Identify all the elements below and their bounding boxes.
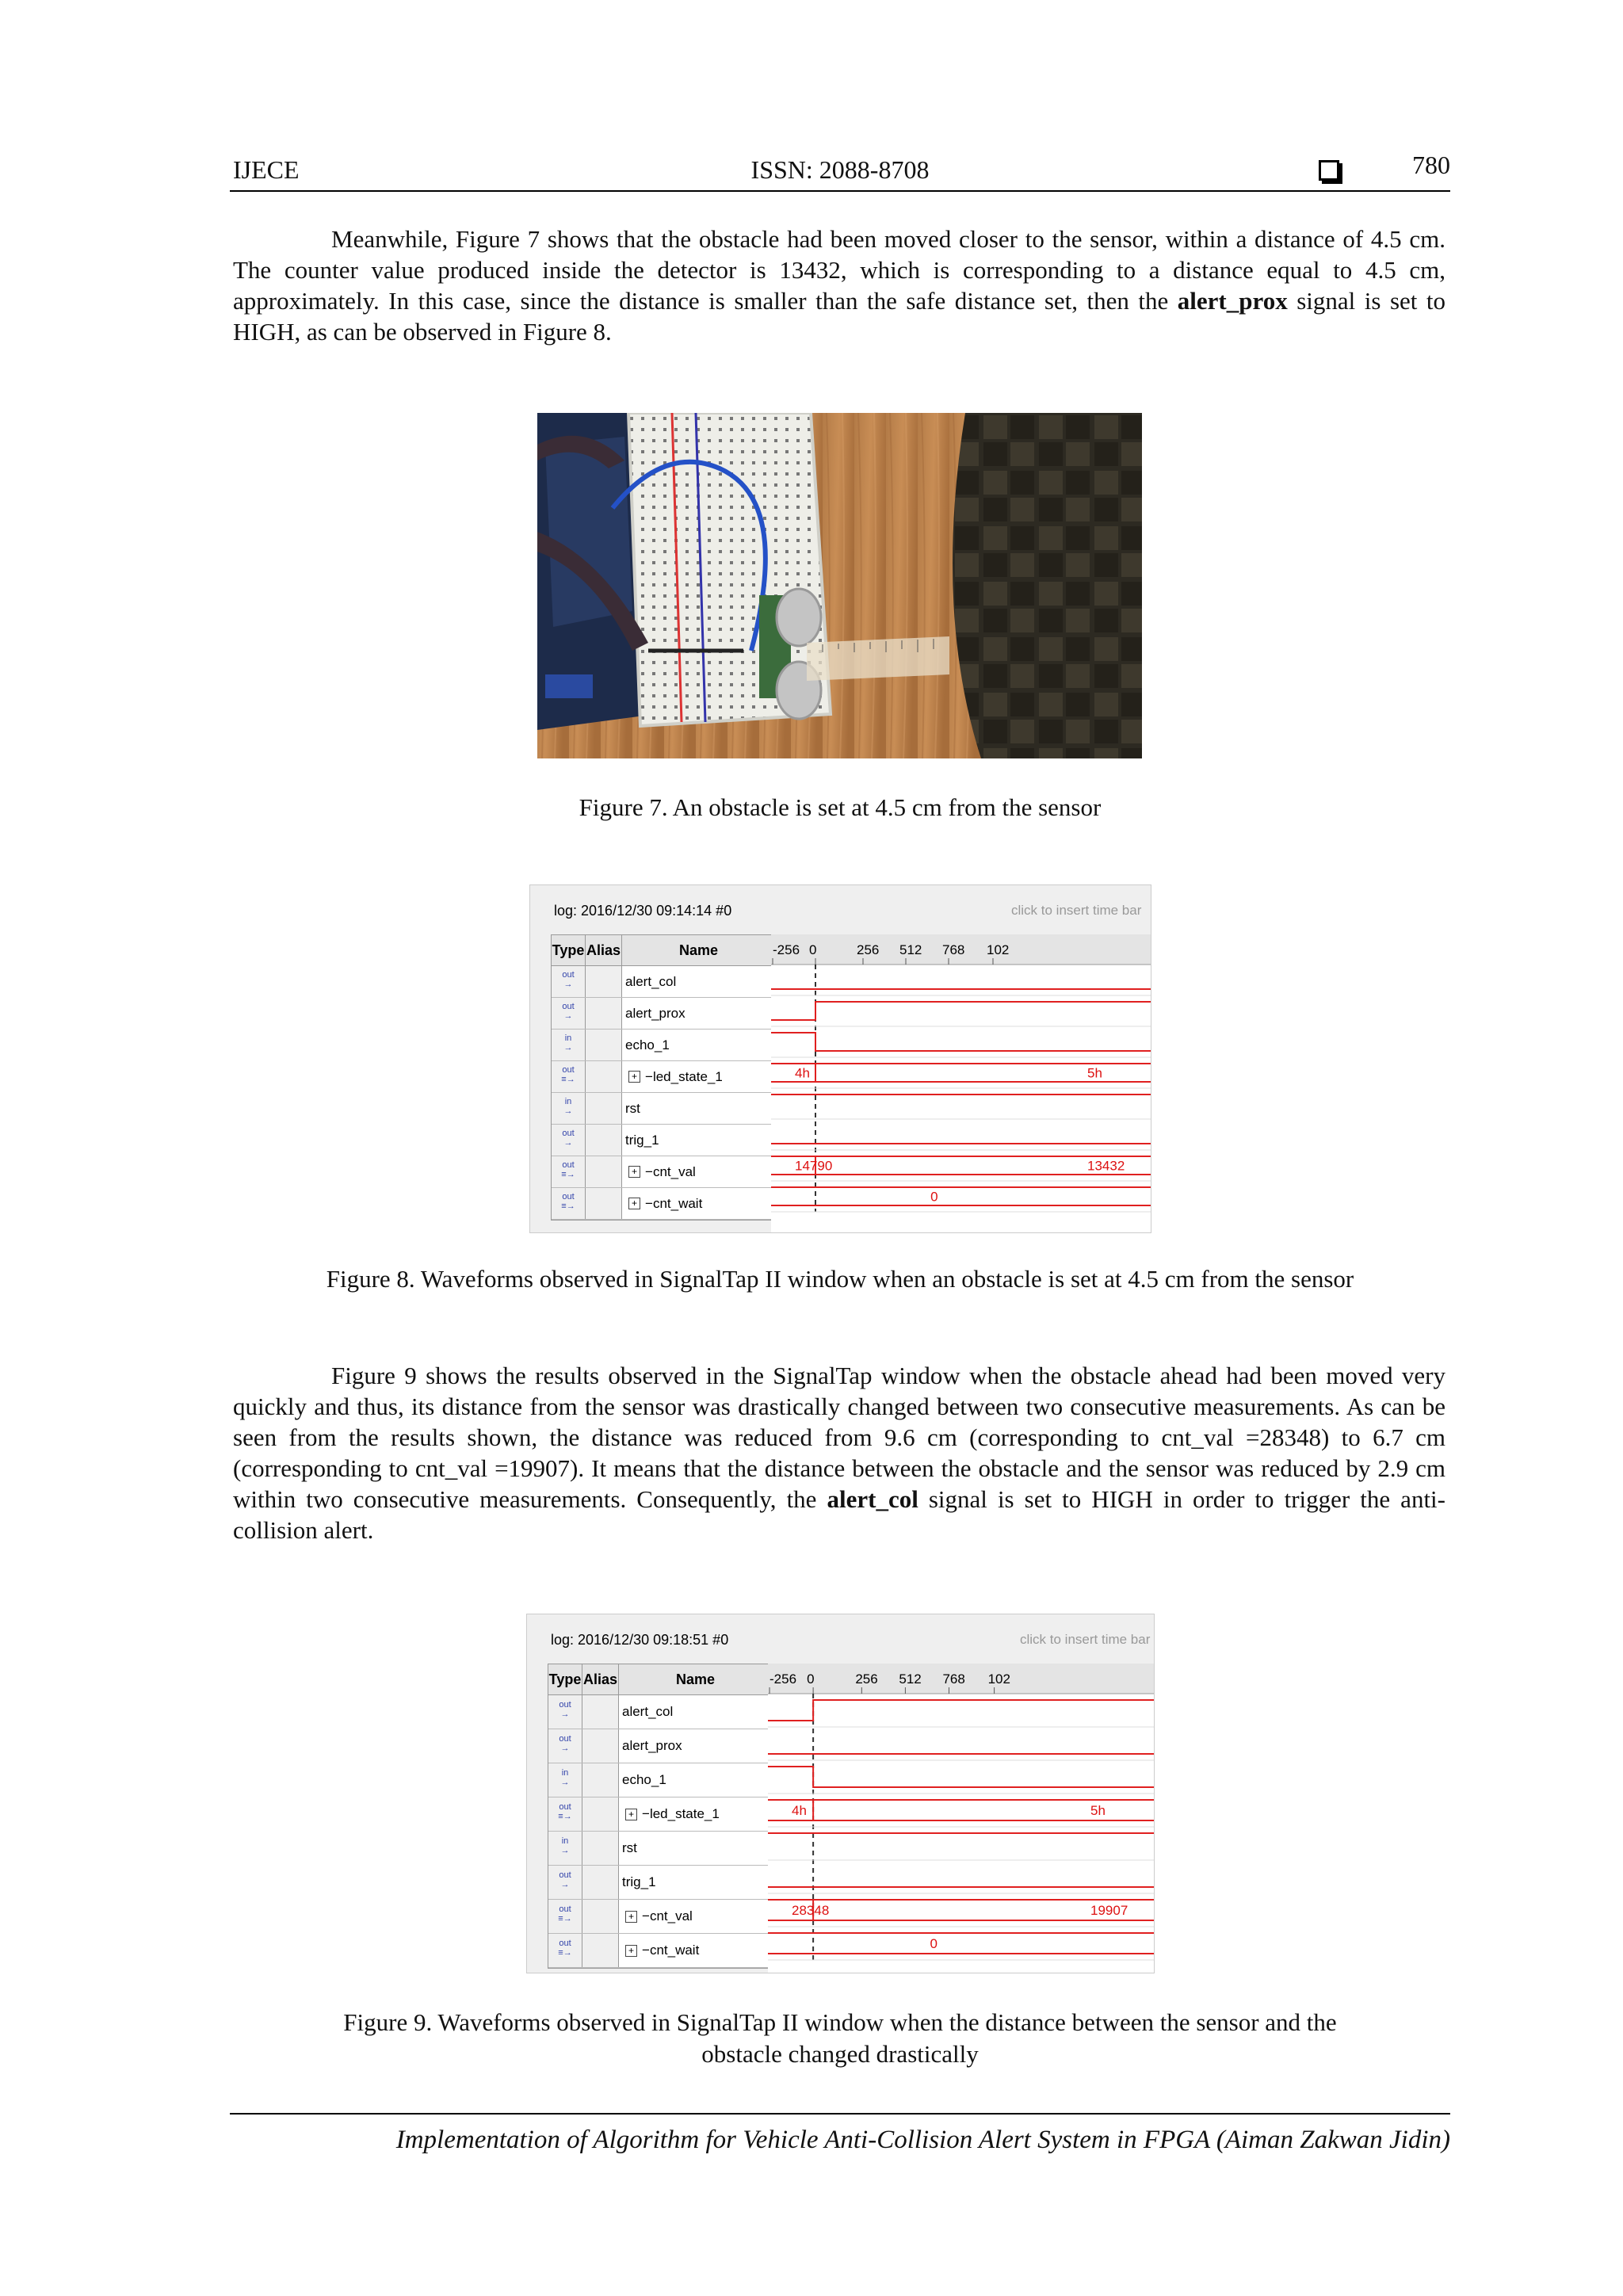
alias-cell [582,1832,619,1865]
pin-type-text: out [559,1700,571,1710]
signal-name-cell[interactable] [619,1729,769,1763]
signal-name-cell[interactable] [622,1125,773,1156]
signal-row[interactable] [548,1900,769,1934]
bus-value-after: 5h [1090,1803,1106,1818]
alias-cell [582,1763,619,1797]
tree-connector: − [645,1163,653,1179]
alert-col-term: alert_col [827,1485,918,1513]
alias-cell [586,966,622,997]
bus-value-before: 14790 [795,1158,833,1174]
alias-cell [582,1797,619,1831]
header-name[interactable]: Name [622,935,773,965]
insert-time-bar-hint[interactable]: click to insert time bar [1020,1632,1151,1647]
output-pin-icon [552,1125,586,1156]
alias-cell [586,1061,622,1092]
pin-type-label: out ≡→ [561,1191,575,1211]
waveform-panel[interactable] [768,1664,1154,1973]
signal-rows [552,966,773,1220]
expand-bus-icon[interactable]: + [625,1809,637,1820]
expand-bus-icon[interactable]: + [628,1166,640,1178]
scale-tick-label: 0 [807,1671,815,1687]
signal-row[interactable] [548,1695,769,1729]
signal-name-cell[interactable] [622,1188,773,1219]
scale-tick-label: -256 [773,942,800,957]
signal-row[interactable] [552,1030,773,1061]
signal-grid [551,934,773,1221]
output-pin-icon [548,1900,582,1933]
page-footer: Implementation of Algorithm for Vehicle Anti-Collision Alert System in FPGA (Aiman Zakwan Jidin) [230,2113,1450,2155]
insert-time-bar-hint[interactable]: click to insert time bar [1011,903,1142,918]
signal-row[interactable] [552,1156,773,1188]
signal-name: cnt_wait [652,1195,703,1211]
pin-type-text: out [559,1734,571,1744]
alias-cell [586,1125,622,1156]
output-pin-icon [552,998,586,1029]
paragraph-1: Meanwhile, Figure 7 shows that the obstacle had been moved closer to the sensor, within a distance of 4.5 cm. The counter value produced inside the detector is 13432, which is corresponding to a distance equal to 4.5 cm, approximately. In this case, since the distance is smaller than the safe distance set, then the alert_prox signal is set to HIGH, as can be observed in Figure 8. [233,225,1445,346]
alias-cell [582,1866,619,1899]
scale-tick-label: 512 [899,1671,922,1687]
pin-type-text: in [561,1836,569,1846]
signal-name: cnt_val [649,1908,693,1924]
alias-cell [586,998,622,1029]
signal-name: trig_1 [625,1132,659,1148]
figure-9-caption-line-2: obstacle changed drastically [701,2040,979,2068]
signal-name: cnt_wait [649,1943,700,1958]
signal-rows [548,1695,769,1968]
signal-name-cell[interactable] [619,1763,769,1797]
bus-value-after: 0 [930,1936,938,1951]
pin-type-label: out ≡→ [558,1939,572,1958]
pin-type-text: out [562,1001,575,1011]
scale-tick-label: 768 [942,942,965,957]
issn: ISSN: 2088-8708 [750,155,930,184]
pin-type-text: out [559,1939,571,1948]
tree-connector: − [642,1943,650,1958]
signal-waveform [771,1033,1151,1051]
figure-8-caption: Figure 8. Waveforms observed in SignalTap II window when an obstacle is set at 4.5 cm from the sensor [326,1265,1354,1293]
signal-row[interactable] [548,1934,769,1968]
output-pin-icon [552,1061,586,1092]
pin-type-text: out [562,969,575,980]
signal-grid [548,1664,770,1969]
alias-cell [582,1934,619,1967]
pin-type-label: out ≡→ [558,1802,572,1821]
tree-connector: − [642,1908,650,1924]
log-label: log: 2016/12/30 09:18:51 #0 [551,1632,729,1648]
alias-cell [582,1900,619,1933]
output-pin-icon [548,1934,582,1967]
figure-7-caption: Figure 7. An obstacle is set at 4.5 cm from the sensor [579,793,1102,821]
scale-tick-label: 256 [855,1671,878,1687]
paragraph-2: Figure 9 shows the results observed in the SignalTap window when the obstacle ahead had been moved very quickly and thus, its distance from the sensor was drastically changed between two consecutive measurements. As can be seen from the results shown, the distance was reduced from 9.6 cm (corresponding to cnt_val =28348) to 6.7 cm (corresponding to cnt_val =19907). It means that the distance between the obstacle and the sensor was reduced by 2.9 cm within two consecutive measurements. Consequently, the alert_col signal is set to HIGH in order to trigger the anti-collision alert. [233,1362,1445,1544]
scale-tick-label: 768 [942,1671,965,1687]
signal-name: alert_prox [622,1738,682,1753]
signal-name-cell[interactable] [619,1866,769,1899]
signal-row[interactable] [552,966,773,998]
pin-type-label: out ≡→ [561,1159,575,1179]
signal-name-cell[interactable] [622,966,773,997]
bus-value-after: 5h [1087,1065,1102,1081]
signal-waveform [768,1700,1154,1721]
pin-type-label: out ≡→ [561,1064,575,1084]
header-alias[interactable]: Alias [586,935,622,965]
signal-name-cell[interactable] [622,1093,773,1124]
output-pin-icon [548,1866,582,1899]
input-pin-icon [552,1030,586,1060]
bus-value-after: 13432 [1087,1158,1125,1174]
signal-name-cell[interactable] [622,1156,773,1187]
pin-type-text: in [564,1033,572,1043]
alias-cell [586,1030,622,1060]
signal-name-cell[interactable] [622,1061,773,1092]
signal-name-cell[interactable] [619,1797,769,1831]
signal-waveform [771,1002,1151,1020]
signal-row[interactable] [552,1125,773,1156]
pin-type-text: out [562,1159,575,1170]
figure-7-photo [537,413,1142,758]
bus-value-after: 0 [930,1189,938,1205]
input-pin-icon [552,1093,586,1124]
tree-connector: − [645,1068,653,1084]
output-pin-icon [552,966,586,997]
signal-name: rst [622,1840,637,1855]
input-pin-icon [548,1832,582,1865]
scale-tick-label: 0 [809,942,817,957]
waveform-panel[interactable] [771,934,1151,1232]
signal-name: alert_prox [625,1005,685,1021]
bus-value-before: 4h [792,1803,807,1818]
pin-type-text: in [561,1768,569,1778]
pin-type-label: out → [559,1700,571,1719]
signal-row[interactable] [548,1866,769,1900]
pin-type-label: out ≡→ [558,1904,572,1924]
pin-type-text: out [562,1128,575,1138]
signal-name: rst [625,1100,640,1116]
alias-cell [586,1156,622,1187]
input-pin-icon [548,1763,582,1797]
scale-tick-label: 256 [857,942,880,957]
signal-row[interactable] [548,1763,769,1797]
signal-name-cell[interactable] [619,1832,769,1865]
page-header [230,152,1450,192]
signal-row[interactable] [548,1797,769,1832]
signal-name: echo_1 [625,1037,670,1052]
pin-type-label: out → [559,1734,571,1753]
signal-row[interactable] [552,1093,773,1125]
alert-prox-term: alert_prox [1177,287,1288,315]
signal-name: echo_1 [622,1772,666,1787]
pin-type-label: in → [563,1096,573,1116]
signal-waveform [768,1767,1154,1787]
signal-row[interactable] [548,1729,769,1763]
signal-name-cell[interactable] [619,1934,769,1967]
expand-bus-icon[interactable]: + [625,1911,637,1923]
scale-tick-label: 512 [899,942,922,957]
alias-cell [586,1093,622,1124]
figure-9-signaltap-window [526,1614,1155,1973]
signal-name: trig_1 [622,1874,656,1889]
pin-type-label: out → [559,1870,571,1889]
signal-row[interactable] [548,1832,769,1866]
expand-bus-icon[interactable]: + [628,1198,640,1209]
output-pin-icon [548,1729,582,1763]
output-pin-icon [552,1188,586,1219]
bus-value-before: 4h [795,1065,810,1081]
checkbox-square-icon [1319,160,1339,181]
alias-cell [582,1695,619,1729]
signal-name-cell[interactable] [619,1695,769,1729]
grid-header [548,1664,769,1695]
header-type[interactable]: Type [552,935,586,965]
signal-name: led_state_1 [649,1806,720,1821]
pin-type-label: out → [562,969,575,989]
scale-tick-label: 102 [987,1671,1010,1687]
figure-9-caption-line-1: Figure 9. Waveforms observed in SignalTap II window when the distance between the sensor and the [343,2008,1337,2036]
output-pin-icon [548,1797,582,1831]
pin-type-label: out → [562,1001,575,1021]
tree-connector: − [642,1806,650,1821]
signal-name: alert_col [622,1704,674,1719]
journal-name: IJECE [233,155,300,184]
signal-name: cnt_val [652,1163,696,1179]
scale-tick-label: 102 [987,942,1010,957]
pin-type-label: out → [562,1128,575,1148]
pin-type-text: in [564,1096,572,1106]
pin-type-text: out [559,1802,571,1812]
alias-cell [582,1729,619,1763]
header-name[interactable]: Name [619,1664,769,1694]
pin-type-label: in → [560,1768,570,1787]
pin-type-label: in → [563,1033,573,1052]
pin-type-text: out [562,1064,575,1075]
signal-name-cell[interactable] [622,998,773,1029]
pin-type-label: in → [560,1836,570,1855]
signal-row[interactable] [552,998,773,1030]
signal-row[interactable] [552,1188,773,1220]
grid-header [552,935,773,966]
alias-cell [586,1188,622,1219]
scale-tick-label: -256 [769,1671,797,1687]
log-label: log: 2016/12/30 09:14:14 #0 [554,903,732,919]
signal-name: alert_col [625,973,677,989]
output-pin-icon [552,1156,586,1187]
pin-type-text: out [562,1191,575,1201]
expand-bus-icon[interactable]: + [625,1945,637,1957]
expand-bus-icon[interactable]: + [628,1071,640,1083]
header-alias[interactable]: Alias [582,1664,619,1694]
pin-type-text: out [559,1904,571,1914]
output-pin-icon [548,1695,582,1729]
signal-row[interactable] [552,1061,773,1093]
signal-name-cell[interactable] [622,1030,773,1060]
page-number: 780 [1412,151,1450,179]
signal-name-cell[interactable] [619,1900,769,1933]
tree-connector: − [645,1195,653,1211]
pin-type-text: out [559,1870,571,1880]
bus-value-before: 28348 [792,1903,830,1918]
signal-name: led_state_1 [652,1068,723,1084]
figure-8-signaltap-window [529,884,1151,1233]
bus-value-after: 19907 [1090,1903,1128,1918]
header-type[interactable]: Type [548,1664,582,1694]
